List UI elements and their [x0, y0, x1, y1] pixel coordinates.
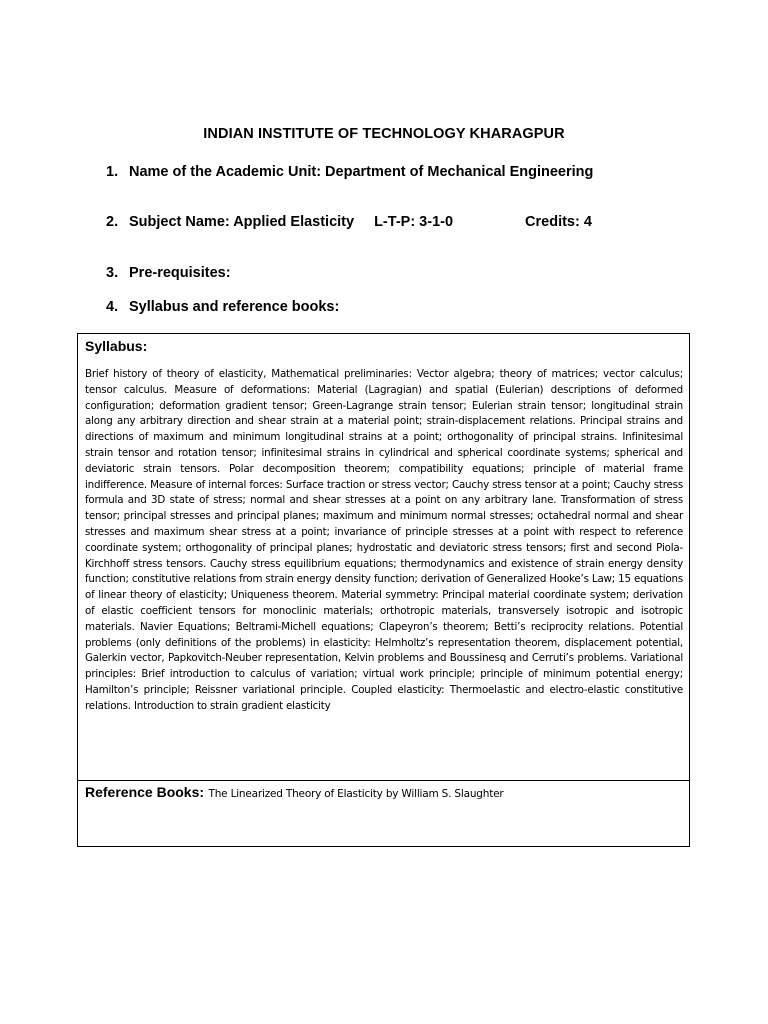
- syllabus-heading: Syllabus:: [85, 338, 148, 354]
- item-prerequisites: [106, 265, 231, 281]
- item-number: 3.: [106, 265, 119, 281]
- item-text: Pre-requisites:: [129, 265, 231, 281]
- reference-text: The Linearized Theory of Elasticity by William S. Slaughter: [208, 788, 504, 800]
- item-text: Name of the Academic Unit: Department of Mechanical Engineering: [129, 164, 594, 180]
- syllabus-table: [77, 333, 690, 847]
- item-number: 2.: [106, 214, 119, 230]
- item-syllabus-books: [106, 299, 339, 315]
- item-number: 1.: [106, 164, 119, 180]
- syllabus-body: Brief history of theory of elasticity, Mathematical preliminaries: Vector algebra; theory of matrices; vector calculus; tensor calculus. Measure of deformations: Material (Lagragian) and spatial (Eulerian) descriptions of deformed configuration; deformation gradient tensor; Green-Lagrange strain tensor; Eulerian strain tensor; longitudinal strain along any arbitrary direction and shear strain at a material point; strain-displacement relations. Principal strains and directions of maximum and minimum longitudinal strains at a point; orthogonality of principal strains. Infinitesimal strain tensor and rotation tensor; infinitesimal strains in cylindrical and spherical coordinate systems; spherical and deviatoric strain tensors. Polar decomposition theorem; compatibility equations; principle of material frame indifference. Measure of internal forces: Surface traction or stress vector; Cauchy stress tensor at a point; Cauchy stress formula and 3D state of stress; normal and shear stresses at a point on any arbitrary lane. Transformation of stress tensor; principal stresses and principal planes; maximum and minimum normal stresses; octahedral normal and shear stresses and maximum shear stress at a point; invariance of principle stresses at a point with respect to reference coordinate system; orthogonality of principal planes; hydrostatic and deviatoric stress tensors; first and second Piola-Kirchhoff stress tensors. Cauchy stress equilibrium equations; thermodynamics and existence of strain energy density function; constitutive relations from strain energy density function; derivation of Generalized Hooke’s Law; 15 equations of linear theory of elasticity; Uniqueness theorem. Material symmetry: Principal material coordinate system; derivation of elastic coefficient tensors for monoclinic materials; orthotropic materials, transversely isotropic and isotropic materials. Navier Equations; Beltrami-Michell equations; Clapeyron’s theorem; Betti’s reciprocity relations. Potential problems (only definitions of the problems) in elasticity: Helmholtz’s representation theorem, displacement potential, Galerkin vector, Papkovitch-Neuber representation, Kelvin problems and Boussinesq and Cerruti’s problems. Variational principles: Brief introduction to calculus of variation; virtual work principle; principle of minimum potential energy; Hamilton’s principle; Reissner variational principle. Coupled elasticity: Thermoelastic and electro-elastic constitutive relations. Introduction to strain gradient elasticity: [85, 368, 683, 712]
- subject-name: Subject Name: Applied Elasticity: [129, 214, 355, 230]
- item-number: 4.: [106, 299, 119, 315]
- reference-line: [85, 784, 503, 802]
- credits-value: Credits: 4: [525, 214, 592, 230]
- syllabus-cell: [78, 334, 689, 781]
- item-text: Syllabus and reference books:: [129, 299, 340, 315]
- reference-cell: [78, 781, 689, 847]
- item-subject: [106, 214, 592, 230]
- reference-label: Reference Books:: [85, 784, 205, 800]
- document-title: INDIAN INSTITUTE OF TECHNOLOGY KHARAGPUR: [203, 126, 565, 142]
- ltp-value: L-T-P: 3-1-0: [374, 214, 454, 230]
- item-academic-unit: [106, 164, 593, 180]
